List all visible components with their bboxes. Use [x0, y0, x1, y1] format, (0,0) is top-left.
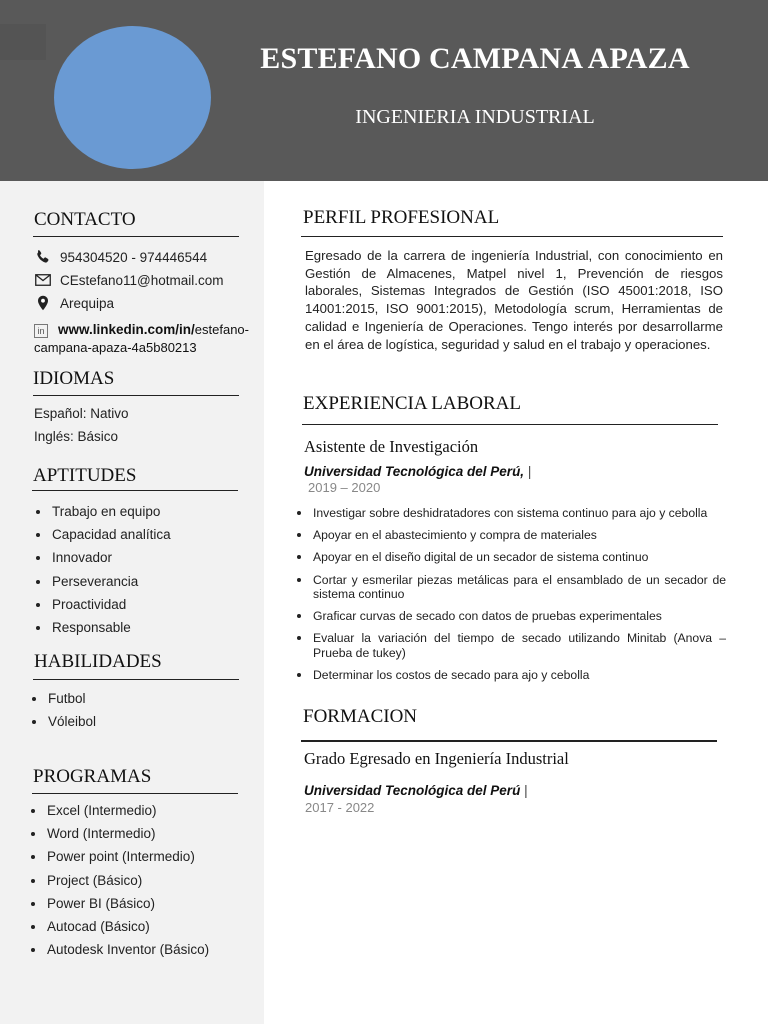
- degree-title: Grado Egresado en Ingeniería Industrial: [304, 749, 569, 768]
- language-item: Español: Nativo: [34, 406, 129, 421]
- profile-heading: PERFIL PROFESIONAL: [303, 207, 500, 228]
- profile-divider: [301, 236, 723, 237]
- linkedin-url-part1: www.linkedin.com/in/: [58, 322, 195, 337]
- list-item: Futbol: [48, 690, 96, 713]
- candidate-name: ESTEFANO CAMPANA APAZA: [260, 42, 690, 75]
- list-item: Capacidad analítica: [52, 526, 171, 549]
- aptitudes-heading: APTITUDES: [33, 465, 137, 486]
- programs-heading: PROGRAMAS: [33, 766, 152, 787]
- linkedin-url-part2: estefano-: [194, 322, 249, 337]
- education-separator: |: [524, 783, 528, 798]
- header-banner: [0, 0, 768, 181]
- candidate-role: INGENIERIA INDUSTRIAL: [355, 106, 595, 128]
- list-item: Word (Intermedio): [47, 825, 209, 848]
- language-item: Inglés: Básico: [34, 429, 119, 444]
- contact-email[interactable]: [34, 272, 224, 288]
- phone-icon: [34, 249, 52, 265]
- skills-divider: [33, 679, 239, 680]
- list-item: Graficar curvas de secado con datos de pruebas experimentales: [313, 609, 726, 623]
- list-item: Project (Básico): [47, 872, 209, 895]
- languages-divider: [33, 395, 239, 396]
- list-item: Determinar los costos de secado para ajo y cebolla: [313, 668, 726, 682]
- mail-icon: [34, 272, 52, 288]
- aptitudes-divider: [32, 490, 238, 491]
- contact-location: [34, 295, 114, 311]
- linkedin-icon: in: [34, 324, 48, 338]
- location-text: Arequipa: [60, 295, 115, 311]
- job-organization: [304, 464, 531, 479]
- list-item: Perseverancia: [52, 573, 171, 596]
- job-title: Asistente de Investigación: [304, 437, 479, 456]
- programs-list: [47, 802, 209, 964]
- contact-phone: [34, 249, 207, 265]
- location-pin-icon: [34, 295, 52, 311]
- list-item: Apoyar en el diseño digital de un secador de sistema continuo: [313, 550, 726, 564]
- experience-divider: [302, 424, 718, 425]
- linkedin-url-part3: campana-apaza-4a5b80213: [34, 340, 197, 355]
- contact-divider: [33, 236, 239, 237]
- list-item: Responsable: [52, 619, 171, 642]
- list-item: Power point (Intermedio): [47, 848, 209, 871]
- list-item: Autocad (Básico): [47, 918, 209, 941]
- profile-summary: Egresado de la carrera de ingeniería Industrial, con conocimiento en Gestión de Almacenes, Matpel nivel 1, Prevención de riesgos laborales, Sistemas Integrados de Gestión (ISO 45001:2018, ISO 14001:2015, ISO 9001:2015), Metodología scrum, Herramientas de calidad e Ingeniería de Operaciones. Tengo interés por desarrollarme en el área de logística, seguridad y salud en el trabajo y operaciones.: [305, 248, 723, 352]
- job-organization-name: Universidad Tecnológica del Perú,: [304, 464, 525, 479]
- phone-text: 954304520 - 974446544: [60, 249, 208, 265]
- contact-heading: CONTACTO: [34, 209, 136, 230]
- header-shade-block: [0, 24, 46, 60]
- education-dates: 2017 - 2022: [305, 800, 375, 815]
- skills-list: [48, 690, 96, 736]
- list-item: Investigar sobre deshidratadores con sistema continuo para ajo y cebolla: [313, 506, 726, 520]
- list-item: Trabajo en equipo: [52, 503, 171, 526]
- list-item: Autodesk Inventor (Básico): [47, 941, 209, 964]
- languages-heading: IDIOMAS: [33, 368, 115, 389]
- list-item: Evaluar la variación del tiempo de secado utilizando Minitab (Anova – Prueba de tukey): [313, 631, 726, 660]
- job-duties-list: [313, 506, 726, 690]
- list-item: Excel (Intermedio): [47, 802, 209, 825]
- education-organization: [304, 783, 528, 798]
- list-item: Proactividad: [52, 596, 171, 619]
- experience-heading: EXPERIENCIA LABORAL: [303, 393, 521, 414]
- list-item: Cortar y esmerilar piezas metálicas para el ensamblado de un secador de sistema continuo: [313, 572, 726, 602]
- job-separator: |: [527, 464, 532, 479]
- aptitudes-list: [52, 503, 171, 642]
- programs-divider: [32, 793, 238, 794]
- education-heading: FORMACION: [303, 706, 418, 727]
- list-item: Power BI (Básico): [47, 895, 209, 918]
- list-item: Innovador: [52, 549, 171, 572]
- list-item: Vóleibol: [48, 713, 96, 736]
- skills-heading: HABILIDADES: [34, 651, 162, 672]
- contact-linkedin[interactable]: [34, 321, 264, 357]
- list-item: Apoyar en el abastecimiento y compra de materiales: [313, 528, 726, 542]
- education-organization-name: Universidad Tecnológica del Perú: [304, 783, 521, 798]
- profile-photo-placeholder: [54, 26, 211, 169]
- education-divider: [301, 740, 717, 742]
- email-text: CEstefano11@hotmail.com: [60, 272, 224, 288]
- job-dates: 2019 – 2020: [308, 480, 381, 495]
